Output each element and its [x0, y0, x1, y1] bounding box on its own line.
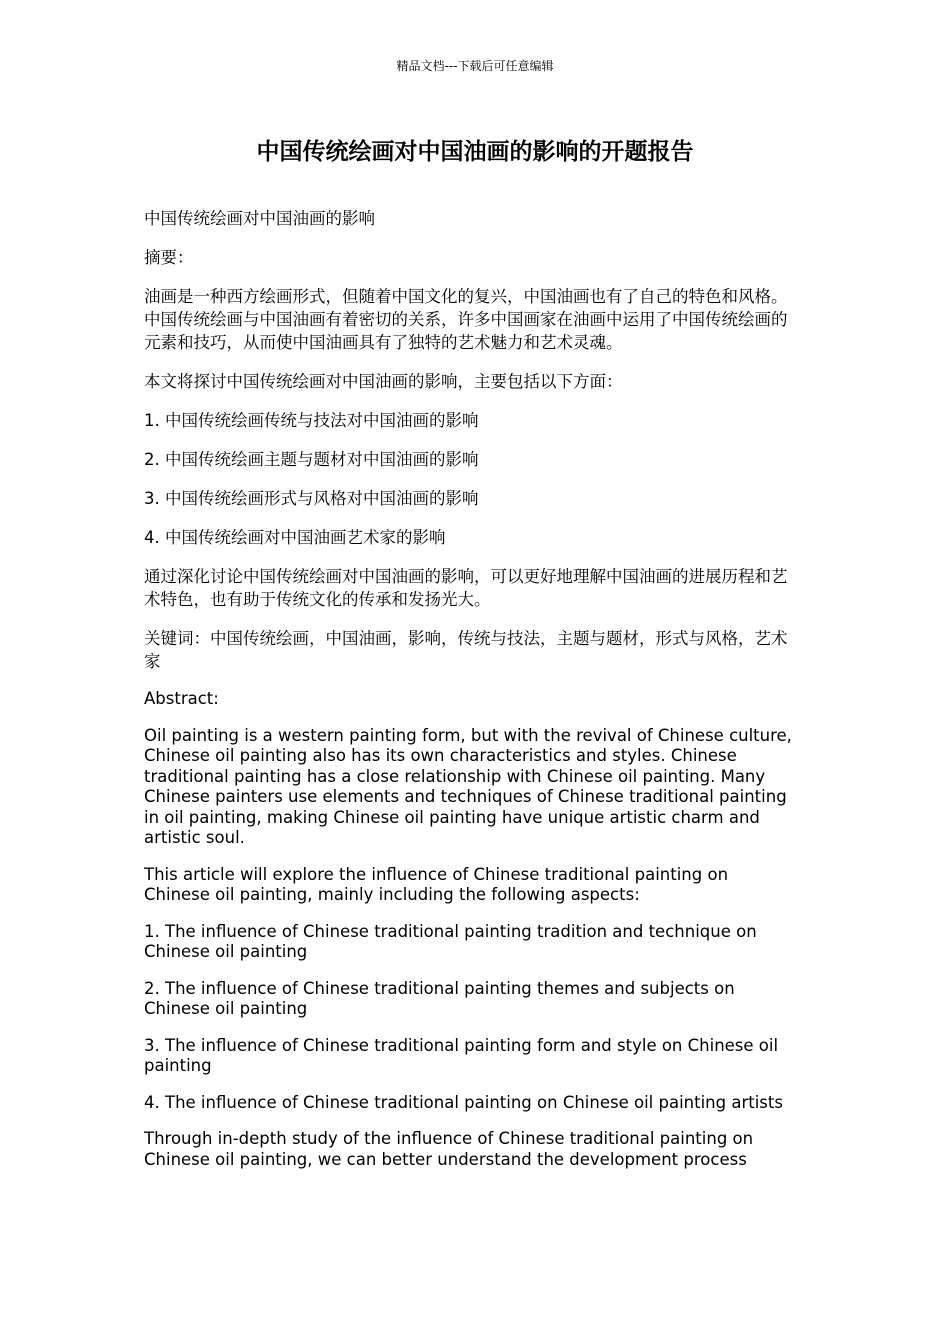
- list-item-cn-2: 2. 中国传统绘画主题与题材对中国油画的影响: [144, 450, 479, 469]
- intro-paragraph-cn: 本文将探讨中国传统绘画对中国油画的影响，主要包括以下方面：: [144, 372, 623, 391]
- abstract-heading-cn: 摘要：: [144, 248, 194, 267]
- list-item-en-4: 4. The influence of Chinese traditional painting on Chinese oil painting artists: [144, 1092, 783, 1112]
- abstract-paragraph-en: Oil painting is a western painting form, but with the revival of Chinese culture, Chinese oil painting also has its own characteristics and styles. Chinese traditional painting has a close relationship with Chinese oil painting. Many Chinese painters use elements and techniques of Chinese traditional painting in oil painting, making Chinese oil painting have unique artistic charm and artistic soul.: [144, 725, 792, 847]
- header-note: 精品文档---下载后可任意编辑: [396, 59, 554, 73]
- conclusion-paragraph-cn: 通过深化讨论中国传统绘画对中国油画的影响，可以更好地理解中国油画的进展历程和艺术特色，也有助于传统文化的传承和发扬光大。: [144, 567, 788, 609]
- intro-paragraph-en: This article will explore the influence of Chinese traditional painting on Chinese oil painting, mainly including the following aspects:: [144, 864, 729, 904]
- document-title: 中国传统绘画对中国油画的影响的开题报告: [256, 139, 694, 165]
- list-item-en-3: 3. The influence of Chinese traditional painting form and style on Chinese oil painting: [144, 1035, 779, 1075]
- keywords-paragraph-cn: 关键词：中国传统绘画，中国油画，影响，传统与技法，主题与题材，形式与风格，艺术家: [144, 629, 788, 671]
- abstract-heading-en: Abstract:: [144, 689, 219, 708]
- abstract-paragraph-cn: 油画是一种西方绘画形式，但随着中国文化的复兴，中国油画也有了自己的特色和风格。中国传统绘画与中国油画有着密切的关系，许多中国画家在油画中运用了中国传统绘画的元素和技巧，从而使中国油画具有了独特的艺术魅力和艺术灵魂。: [144, 287, 788, 352]
- conclusion-paragraph-en: Through in-depth study of the influence of Chinese traditional painting on Chinese oil painting, we can better understand the development process: [144, 1129, 754, 1169]
- list-item-en-2: 2. The influence of Chinese traditional painting themes and subjects on Chinese oil painting: [144, 978, 735, 1018]
- list-item-cn-3: 3. 中国传统绘画形式与风格对中国油画的影响: [144, 489, 479, 508]
- list-item-cn-4: 4. 中国传统绘画对中国油画艺术家的影响: [144, 528, 446, 547]
- list-item-cn-1: 1. 中国传统绘画传统与技法对中国油画的影响: [144, 411, 479, 430]
- document-body: [144, 207, 799, 1186]
- list-item-en-1: 1. The influence of Chinese traditional painting tradition and technique on Chinese oil painting: [144, 921, 757, 961]
- subtitle-paragraph: 中国传统绘画对中国油画的影响: [144, 209, 375, 228]
